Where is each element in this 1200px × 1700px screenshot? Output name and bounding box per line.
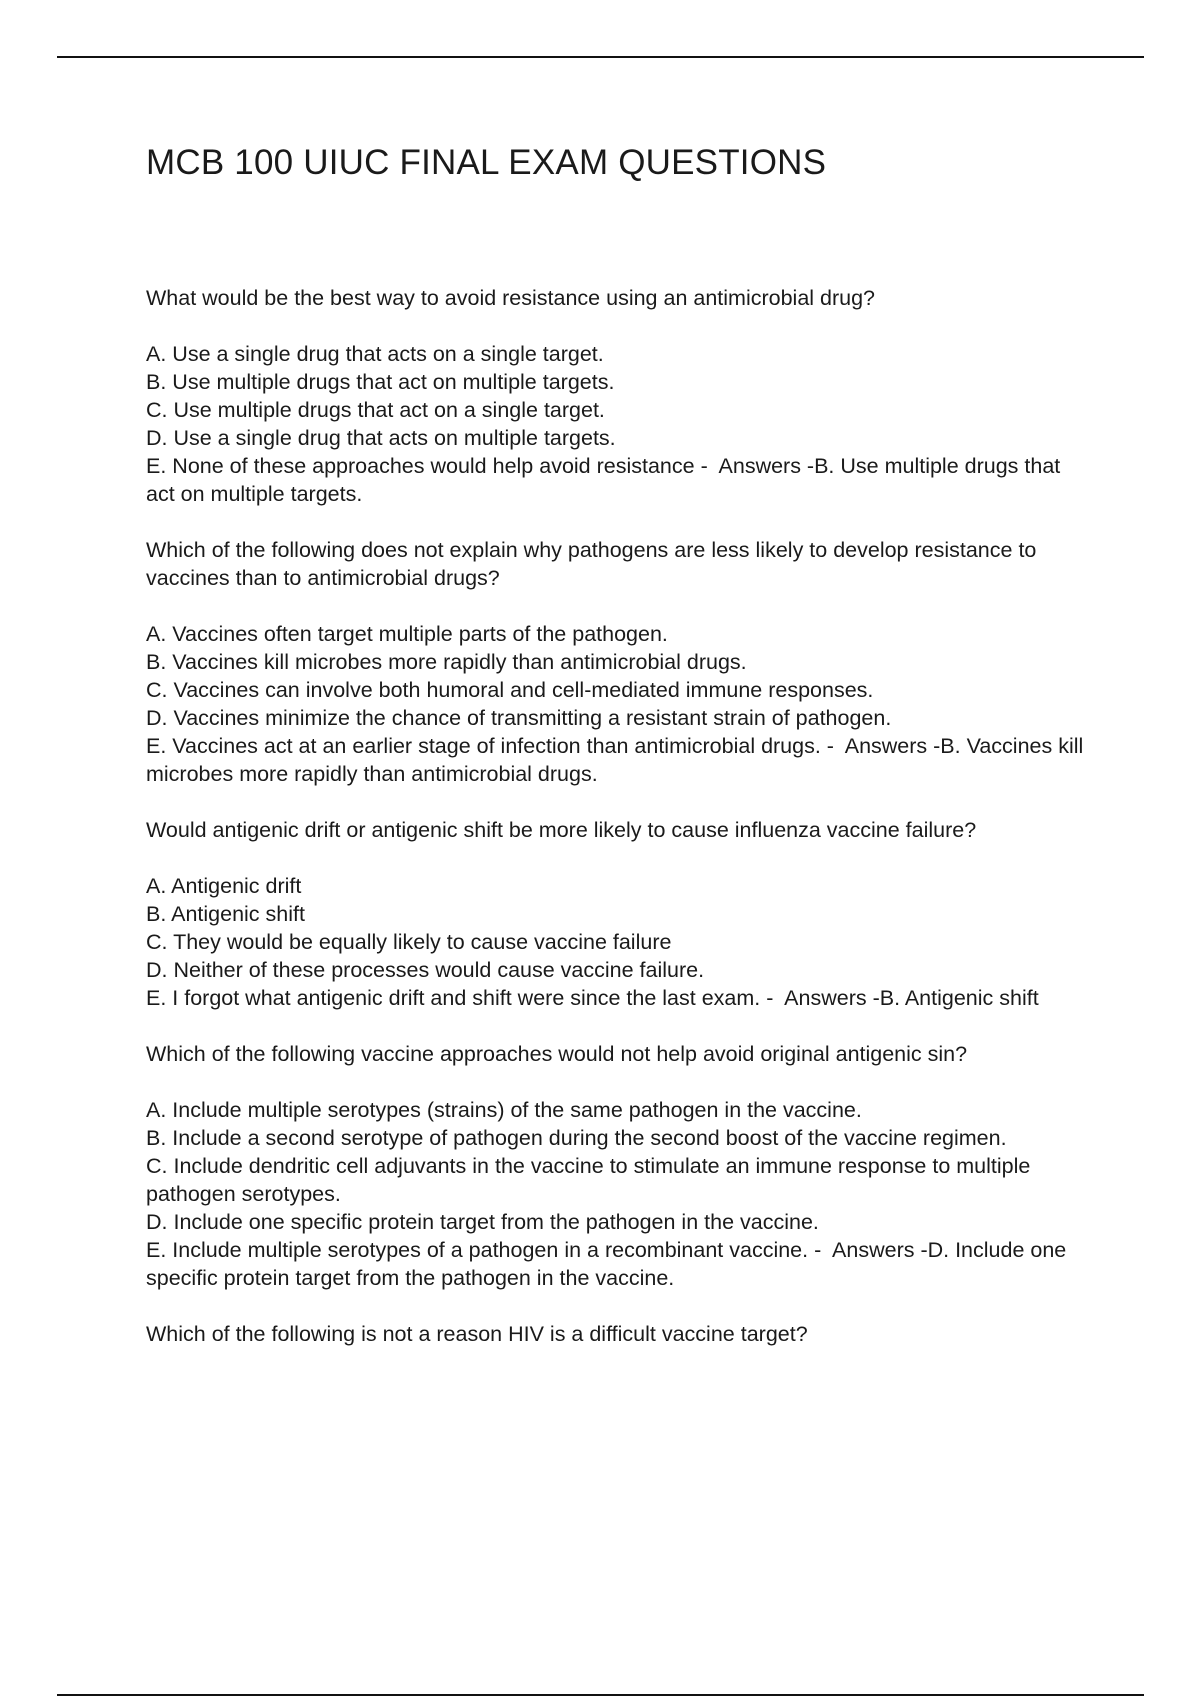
option-e: E. Vaccines act at an earlier stage of infection than antimicrobial drugs. — [146, 734, 821, 758]
option-e-with-answer: E. Vaccines act at an earlier stage of infection than antimicrobial drugs. - Answers -B. Vaccines kill microbes more rapidly than antimicrobial drugs. — [146, 734, 1084, 786]
bottom-rule — [57, 1694, 1144, 1696]
option-e-with-answer: E. I forgot what antigenic drift and shift were since the last exam. - Answers -B. Antigenic shift — [146, 986, 1039, 1010]
question-4 — [146, 1040, 1086, 1292]
option-c: C. Include dendritic cell adjuvants in the vaccine to stimulate an immune response to multiple pathogen serotypes. — [146, 1154, 1031, 1206]
question-5 — [146, 1320, 1086, 1348]
option-e: E. Include multiple serotypes of a pathogen in a recombinant vaccine. — [146, 1238, 809, 1262]
answer: Answers -B. Use multiple drugs that act on multiple targets. — [146, 454, 1061, 506]
option-d: D. Include one specific protein target from the pathogen in the vaccine. — [146, 1210, 819, 1234]
option-e-with-answer: E. Include multiple serotypes of a pathogen in a recombinant vaccine. - Answers -D. Include one specific protein target from the pathogen in the vaccine. — [146, 1238, 1067, 1290]
question-text: Which of the following is not a reason HIV is a difficult vaccine target? — [146, 1322, 808, 1346]
question-list — [146, 284, 1086, 1376]
option-b: B. Antigenic shift — [146, 902, 305, 926]
option-a: A. Use a single drug that acts on a single target. — [146, 342, 604, 366]
question-text: Which of the following does not explain why pathogens are less likely to develop resistance to vaccines than to antimicrobial drugs? — [146, 538, 1037, 590]
option-d: D. Vaccines minimize the chance of transmitting a resistant strain of pathogen. — [146, 706, 892, 730]
top-rule — [57, 56, 1144, 58]
question-3 — [146, 816, 1086, 1012]
option-a: A. Antigenic drift — [146, 874, 302, 898]
question-2 — [146, 536, 1086, 788]
option-b: B. Vaccines kill microbes more rapidly than antimicrobial drugs. — [146, 650, 747, 674]
question-text: Would antigenic drift or antigenic shift be more likely to cause influenza vaccine failure? — [146, 818, 977, 842]
answer: Answers -B. Vaccines kill microbes more rapidly than antimicrobial drugs. — [146, 734, 1084, 786]
option-d: D. Neither of these processes would cause vaccine failure. — [146, 958, 705, 982]
option-d: D. Use a single drug that acts on multiple targets. — [146, 426, 616, 450]
answer: Answers -B. Antigenic shift — [784, 986, 1039, 1010]
question-text: Which of the following vaccine approaches would not help avoid original antigenic sin? — [146, 1042, 968, 1066]
question-text: What would be the best way to avoid resistance using an antimicrobial drug? — [146, 286, 876, 310]
option-b: B. Use multiple drugs that act on multiple targets. — [146, 370, 615, 394]
option-e: E. None of these approaches would help avoid resistance — [146, 454, 695, 478]
option-a: A. Include multiple serotypes (strains) of the same pathogen in the vaccine. — [146, 1098, 862, 1122]
document-title: MCB 100 UIUC FINAL EXAM QUESTIONS — [146, 143, 827, 182]
option-a: A. Vaccines often target multiple parts of the pathogen. — [146, 622, 668, 646]
option-e-with-answer: E. None of these approaches would help avoid resistance - Answers -B. Use multiple drugs that act on multiple targets. — [146, 454, 1061, 506]
option-e: E. I forgot what antigenic drift and shift were since the last exam. — [146, 986, 761, 1010]
option-c: C. Use multiple drugs that act on a single target. — [146, 398, 605, 422]
option-c: C. Vaccines can involve both humoral and cell-mediated immune responses. — [146, 678, 874, 702]
option-b: B. Include a second serotype of pathogen during the second boost of the vaccine regimen. — [146, 1126, 1007, 1150]
answer: Answers -D. Include one specific protein target from the pathogen in the vaccine. — [146, 1238, 1067, 1290]
question-1 — [146, 284, 1086, 508]
option-c: C. They would be equally likely to cause vaccine failure — [146, 930, 672, 954]
